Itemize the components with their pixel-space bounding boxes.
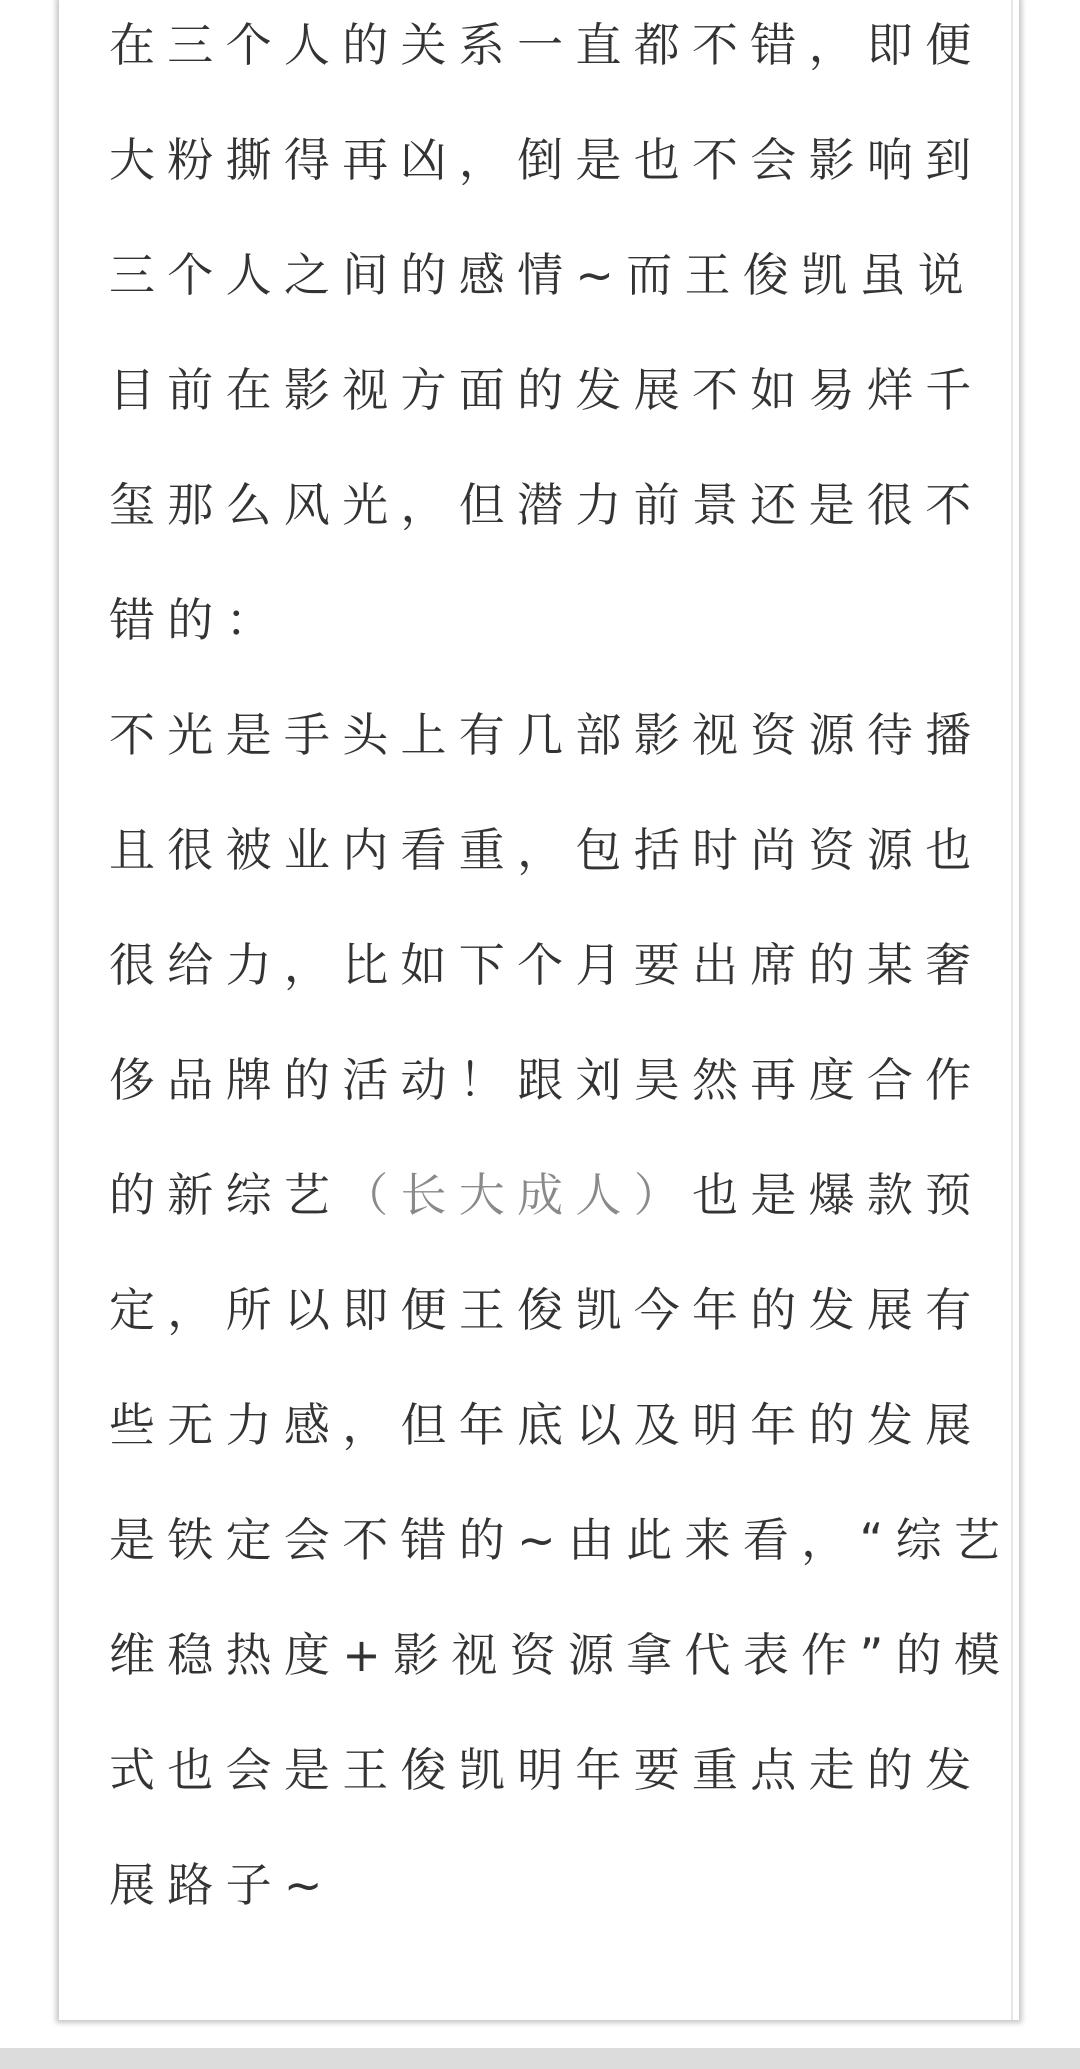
text-segment: 的新综艺 bbox=[109, 1168, 343, 1222]
paragraph-1 bbox=[109, 0, 984, 690]
text-segment: 也是爆款预 bbox=[692, 1168, 984, 1222]
text-line: 式也会是王俊凯明年要重点走的发 bbox=[109, 1743, 984, 1797]
text-line: 三个人之间的感情~而王俊凯虽说 bbox=[109, 248, 977, 302]
bottom-bar bbox=[0, 2048, 1080, 2069]
text-line: 且很被业内看重，包括时尚资源也 bbox=[109, 823, 984, 877]
text-line: 是铁定会不错的~由此来看，“综艺 bbox=[109, 1513, 1013, 1567]
text-line: 侈品牌的活动！跟刘昊然再度合作 bbox=[109, 1053, 984, 1107]
text-line: 定，所以即便王俊凯今年的发展有 bbox=[109, 1283, 984, 1337]
text-line: 目前在影视方面的发展不如易烊千 bbox=[109, 363, 984, 417]
text-line: 很给力，比如下个月要出席的某奢 bbox=[109, 938, 984, 992]
show-title: （长大成人） bbox=[342, 1168, 693, 1222]
text-line: 玺那么风光，但潜力前景还是很不 bbox=[109, 478, 984, 532]
text-line: 维稳热度+影视资源拿代表作”的模 bbox=[109, 1628, 1013, 1682]
text-line: 不光是手头上有几部影视资源待播 bbox=[109, 708, 984, 762]
text-line: 错的： bbox=[109, 593, 284, 647]
text-line: 展路子~ bbox=[109, 1858, 335, 1912]
text-line: 大粉撕得再凶，倒是也不会影响到 bbox=[109, 133, 984, 187]
text-line: 些无力感，但年底以及明年的发展 bbox=[109, 1398, 984, 1452]
text-line-with-title bbox=[109, 1150, 1012, 1265]
paragraph-2 bbox=[109, 690, 1012, 1955]
text-line: 在三个人的关系一直都不错，即便 bbox=[109, 18, 984, 72]
